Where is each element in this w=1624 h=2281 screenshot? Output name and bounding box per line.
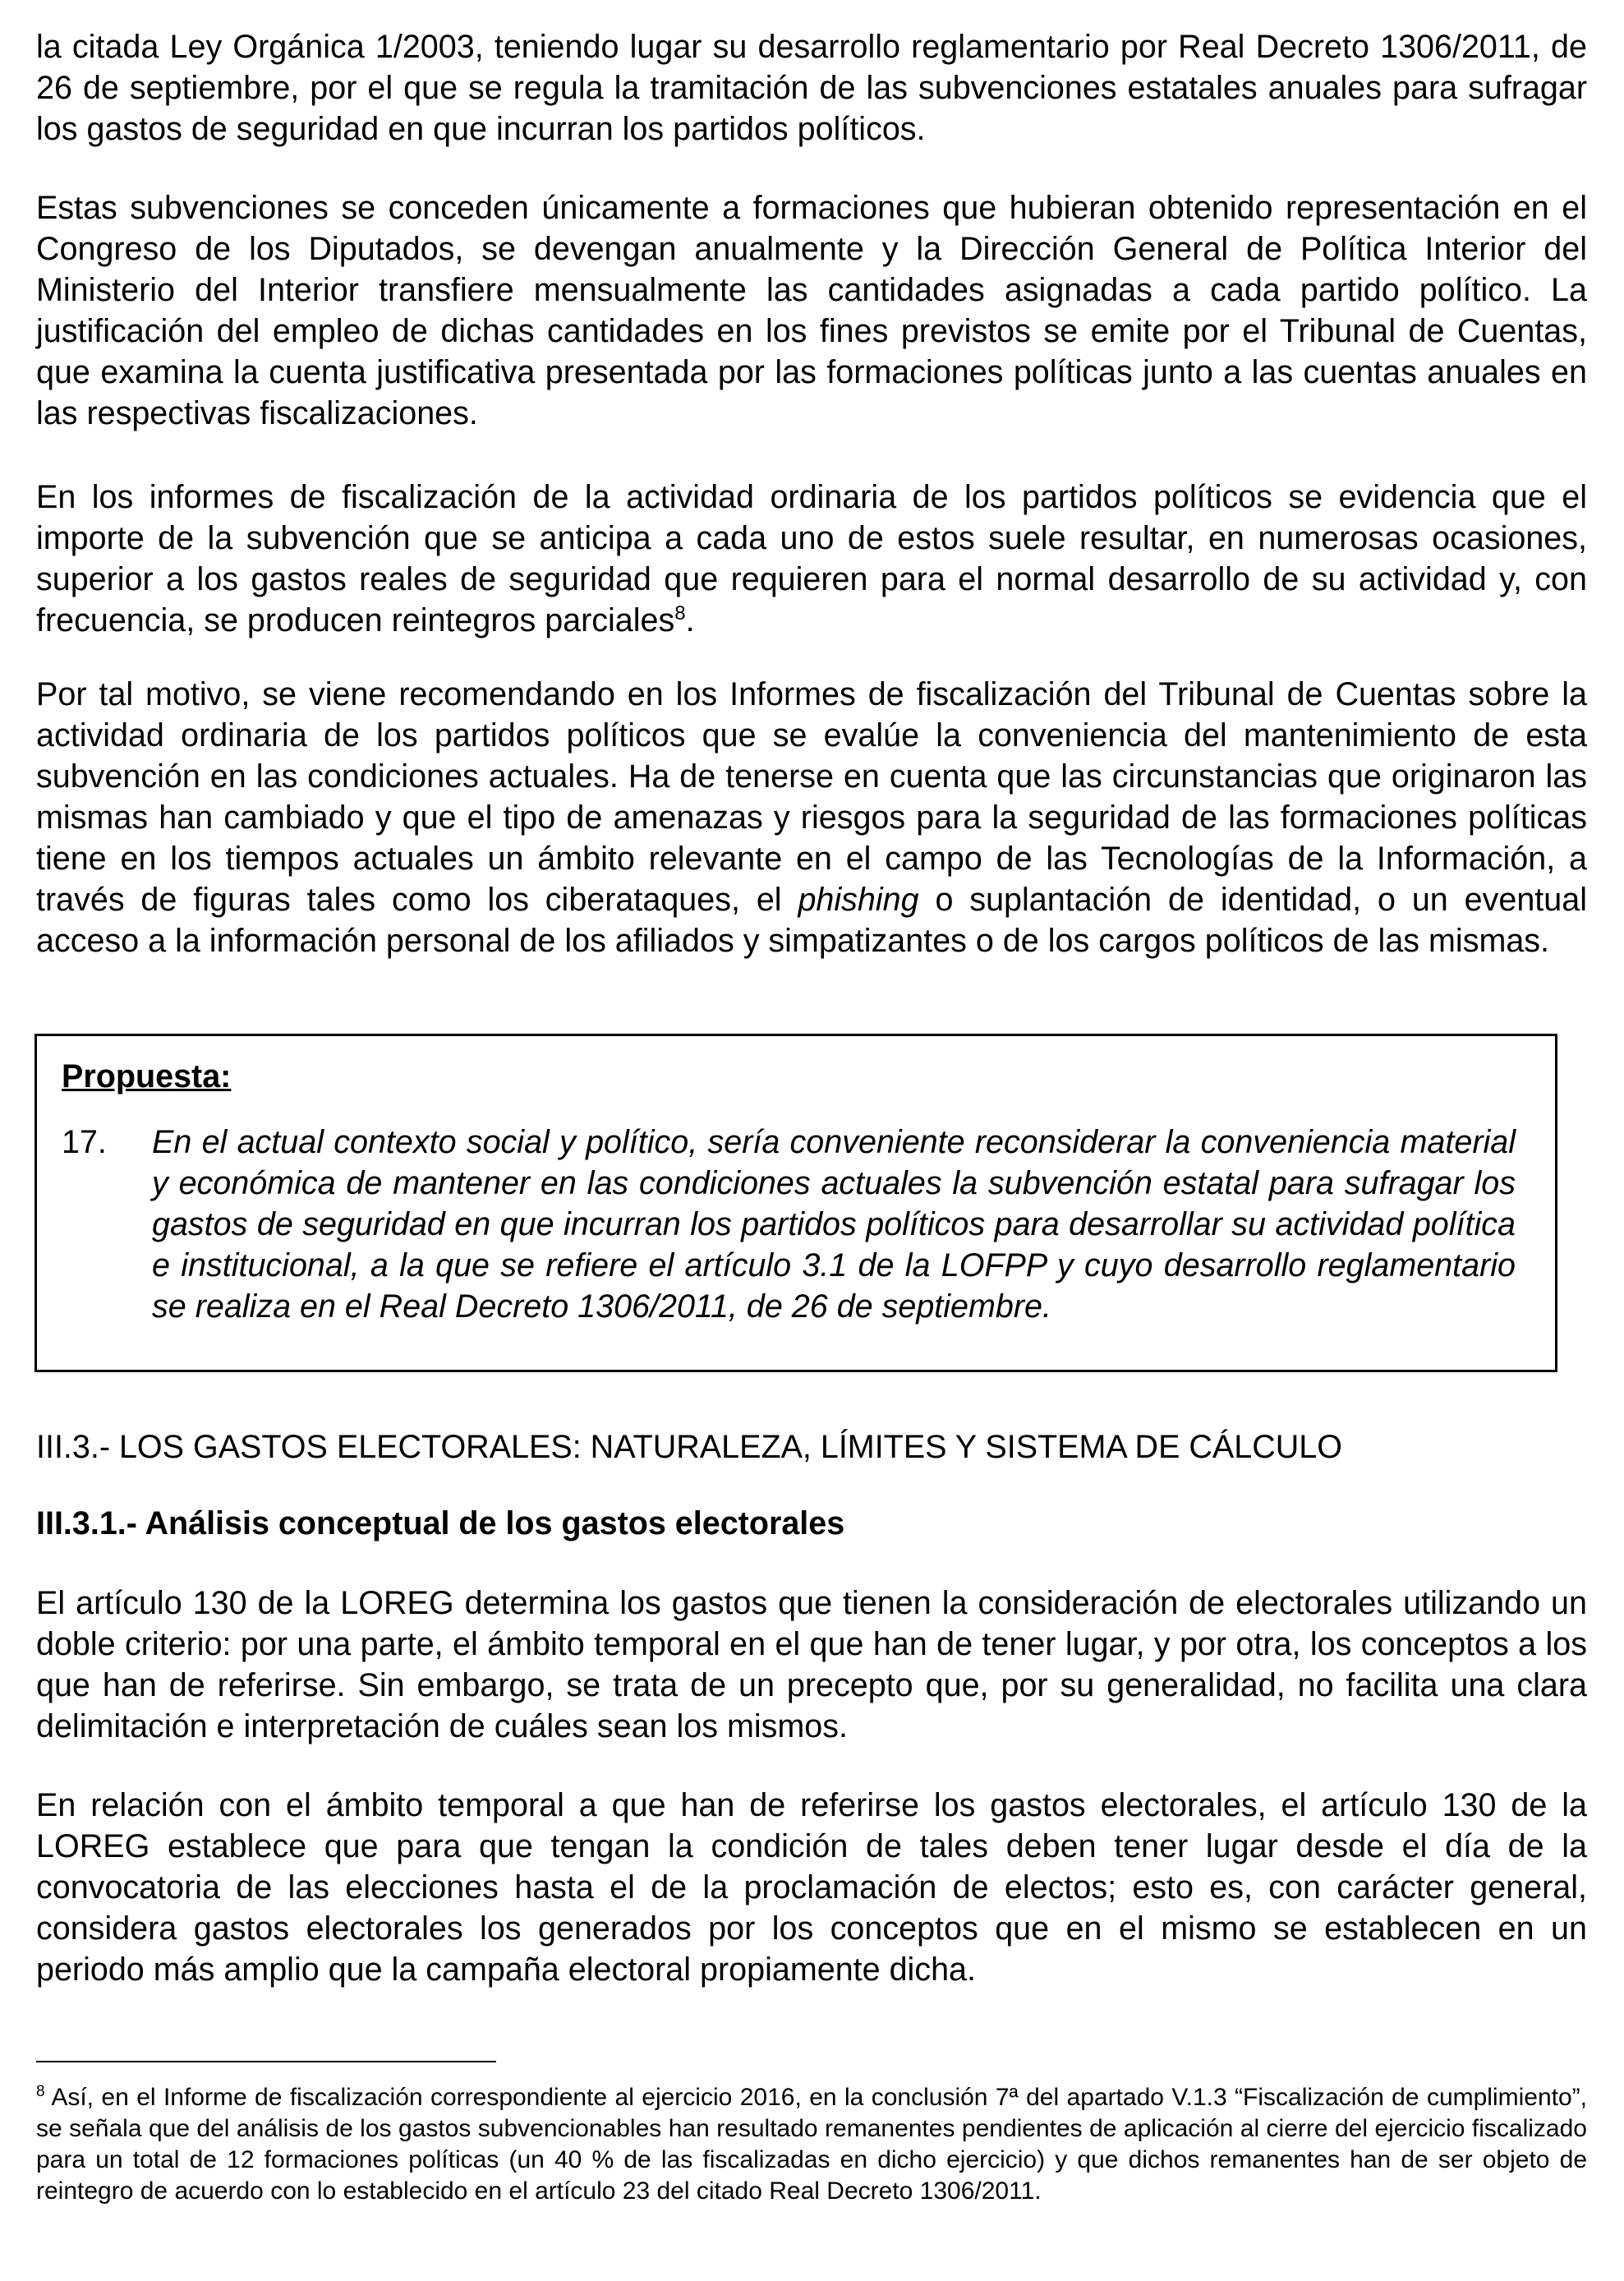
footnote-marker: 8 <box>36 2083 45 2100</box>
paragraph-text-end: o suplantación de identidad, o un eventual acceso a la información personal de los afiliados y simpatizantes o de los cargos políticos de las mismas. <box>36 882 1587 959</box>
paragraph: El artículo 130 de la LOREG determina los gastos que tienen la consideración de electorales utilizando un doble criterio: por una parte, el ámbito temporal en el que han de tener lugar, y por otra, los conceptos a los que han de referirse. Sin embargo, se trata de un precepto que, por su generalidad, no facilita una clara delimitación e interpretación de cuáles sean los mismos. <box>36 1585 1587 1744</box>
proposal-box <box>35 1034 1557 1372</box>
proposal-heading: Propuesta: <box>62 1058 232 1094</box>
section-heading: III.3.- LOS GASTOS ELECTORALES: NATURALEZA, LÍMITES Y SISTEMA DE CÁLCULO <box>36 1429 1342 1465</box>
emphasis-term: phishing <box>798 882 919 918</box>
paragraph: En relación con el ámbito temporal a que han de referirse los gastos electorales, el artículo 130 de la LOREG establece que para que tengan la condición de tales deben tener lugar desde el día de la convocatoria de las elecciones hasta el de la proclamación de electos; esto es, con carácter general, considera gastos electorales los generados por los conceptos que en el mismo se establecen en un periodo más amplio que la campaña electoral propiamente dicha. <box>36 1787 1587 1988</box>
footnote-divider <box>36 2061 496 2062</box>
paragraph <box>36 477 1587 641</box>
footnote-text: Así, en el Informe de fiscalización correspondiente al ejercicio 2016, en la conclusión 7ª del apartado V.1.3 “Fiscalización de cumplimiento”, se señala que del análisis de los gastos subvencionables han resultado remanentes pendientes de aplicación al cierre del ejercicio fiscalizado para un total de 12 formaciones políticas (un 40 % de las fiscalizadas en dicho ejercicio) y que dichos remanentes han de ser objeto de reintegro de acuerdo con lo establecido en el artículo 23 del citado Real Decreto 1306/2011. <box>36 2084 1587 2205</box>
paragraph <box>36 187 1587 434</box>
proposal-text: En el actual contexto social y político, sería conveniente reconsiderar la conveniencia material y económica de mantener en las condiciones actuales la subvención estatal para sufragar los gastos de seguridad en que incurran los partidos políticos para desarrollar su actividad política e institucional, a la que se refiere el artículo 3.1 de la LOFPP y cuyo desarrollo reglamentario se realiza en el Real Decreto 1306/2011, de 26 de septiembre. <box>152 1124 1516 1325</box>
paragraph <box>36 674 1587 961</box>
footnote <box>36 2082 1587 2207</box>
paragraph <box>36 26 1587 150</box>
paragraph-text: Por tal motivo, se viene recomendando en los Informes de fiscalización del Tribunal de Cuentas sobre la actividad ordinaria de los partidos políticos que se evalúe la conveniencia del mantenimiento de esta subvención en las condiciones actuales. Ha de tenerse en cuenta que las circunstancias que originaron las mismas han cambiado y que el tipo de amenazas y riesgos para la seguridad de las formaciones políticas tiene en los tiempos actuales un ámbito relevante en el campo de las Tecnologías de la Información, a través de figuras tales como los ciberataques, el <box>36 676 1587 918</box>
subsection-heading: III.3.1.- Análisis conceptual de los gastos electorales <box>36 1505 845 1541</box>
proposal-number: 17. <box>62 1124 107 1160</box>
paragraph-text-end: . <box>685 602 695 638</box>
paragraph-text: la citada Ley Orgánica 1/2003, teniendo lugar su desarrollo reglamentario por Real Decreto 1306/2011, de 26 de septiembre, por el que se regula la tramitación de las subvenciones estatales anuales para sufragar los gastos de seguridad en que incurran los partidos políticos. <box>36 29 1587 147</box>
paragraph-text: Estas subvenciones se conceden únicamente a formaciones que hubieran obtenido representación en el Congreso de los Diputados, se devengan anualmente y la Dirección General de Política Interior del Ministerio del Interior transfiere mensualmente las cantidades asignadas a cada partido político. La justificación del empleo de dichas cantidades en los fines previstos se emite por el Tribunal de Cuentas, que examina la cuenta justificativa presentada por las formaciones políticas junto a las cuentas anuales en las respectivas fiscalizaciones. <box>36 190 1587 431</box>
paragraph-text: En los informes de fiscalización de la actividad ordinaria de los partidos políticos se evidencia que el importe de la subvención que se anticipa a cada uno de estos suele resultar, en numerosas ocasiones, superior a los gastos reales de seguridad que requieren para el normal desarrollo de su actividad y, con frecuencia, se producen reintegros parciales <box>36 479 1587 638</box>
footnote-reference: 8 <box>674 601 686 624</box>
